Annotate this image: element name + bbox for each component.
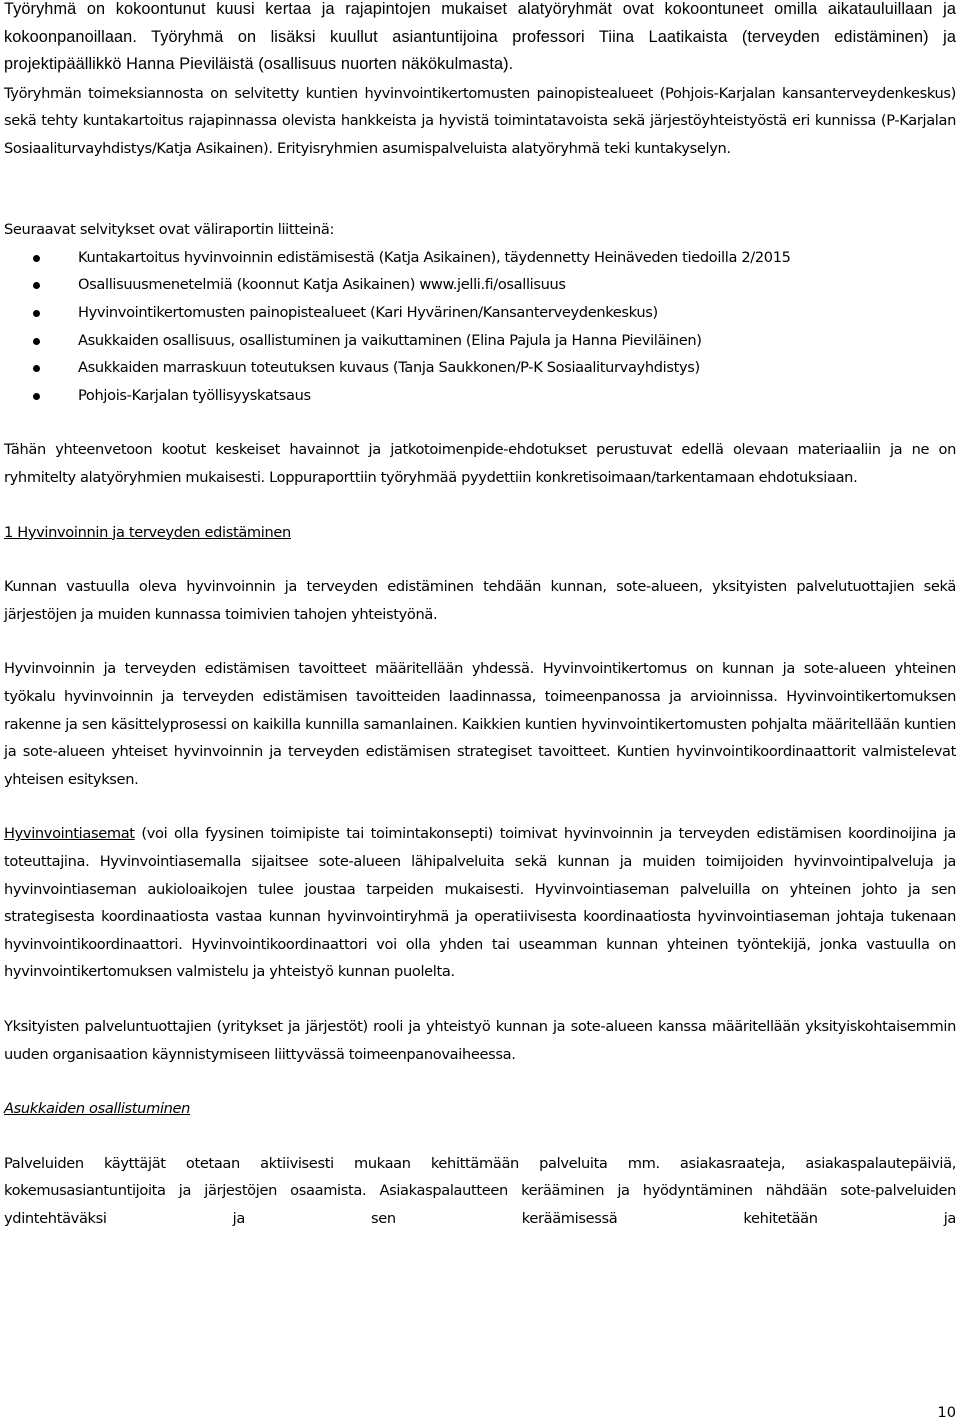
bullet-icon — [33, 255, 40, 262]
list-item — [4, 244, 956, 272]
section-heading: 1 Hyvinvoinnin ja terveyden edistäminen — [4, 523, 291, 541]
term-hyvinvointiasemat: Hyvinvointiasemat — [4, 825, 135, 843]
list-item-text: Pohjois-Karjalan työllisyyskatsaus — [78, 386, 311, 404]
bullet-icon — [33, 282, 40, 289]
list-item — [4, 382, 956, 410]
section-paragraph: Yksityisten palveluntuottajien (yritykset ja järjestöt) rooli ja yhteistyö kunnan ja sote-alueen kanssa määritellään yksityiskohtaisemmin uuden organisaation käynnistymiseen liittyvässä toimeenpanovaiheessa. — [4, 1017, 956, 1063]
list-item-text: Hyvinvointikertomusten painopistealueet (Kari Hyvärinen/Kansanterveydenkeskus) — [78, 304, 658, 322]
list-item-text: Osallisuusmenetelmiä (koonnut Katja Asikainen) www.jelli.fi/osallisuus — [78, 276, 566, 294]
bullet-icon — [33, 338, 40, 345]
subsection-heading: Asukkaiden osallistuminen — [4, 1100, 191, 1118]
list-item — [4, 327, 956, 355]
summary-paragraph: Tähän yhteenvetoon kootut keskeiset havainnot ja jatkotoimenpide-ehdotukset perustuvat edellä olevaan materiaaliin ja ne on ryhmitelty alatyöryhmien mukaisesti. Loppuraporttiin työryhmää pyydettiin konkretisoimaan/tarkentamaan ehdotuksiaan. — [4, 441, 956, 487]
bullet-icon — [33, 310, 40, 317]
page-number: 10 — [937, 1404, 956, 1421]
document-page — [4, 0, 956, 1233]
list-item — [4, 299, 956, 327]
section-paragraph: Kunnan vastuulla oleva hyvinvoinnin ja terveyden edistäminen tehdään kunnan, sote-alueen, yksityisten palvelutuottajien sekä järjestöjen ja muiden kunnassa toimivien tahojen yhteistyönä. — [4, 578, 956, 623]
list-item-text: Kuntakartoitus hyvinvoinnin edistämisestä (Katja Asikainen), täydennetty Heinäveden tiedoilla 2/2015 — [78, 248, 791, 266]
list-item-text: Asukkaiden marraskuun toteutuksen kuvaus (Tanja Saukkonen/P-K Sosiaaliturvayhdistys) — [78, 359, 700, 377]
attachments-list — [4, 244, 956, 410]
intro-paragraph: Työryhmä on kokoontunut kuusi kertaa ja rajapintojen mukaiset alatyöryhmät ovat kokoontuneet omilla aikatauluillaan ja kokoonpanoillaan. Työryhmä on lisäksi kuullut asiantuntijoina professori Tiina Laatikaista (terveyden edistäminen) ja projektipäällikkö Hanna Pieviläistä (osallisuus nuorten näkökulmasta). — [4, 0, 956, 73]
section-paragraph: Palveluiden käyttäjät otetaan aktiivisesti mukaan kehittämään palveluita mm. asiakasraateja, asiakaspalautepäiviä, kokemusasiantuntijoita ja järjestöjen osaamista. Asiakaspalautteen kerääminen ja hyödyntäminen nähdään sote-palveluiden ydintehtäväksi ja sen keräämisessä kehitetään ja — [4, 1154, 956, 1227]
paragraph-text: (voi olla fyysinen toimipiste tai toimintakonsepti) toimivat hyvinvoinnin ja terveyden edistämisen koordinoijina ja toteuttajina. Hyvinvointiasemalla sijaitsee sote-alueen lähipalveluita sekä kunnan ja muiden toimijoiden hyvinvointipalveluja ja hyvinvointiaseman aukioloaikojen tulee joustaa tarpeiden mukaisesti. Hyvinvointiaseman palveluilla on yhteinen johto ja sen strategisesta koordinaatiosta vastaa kunnan hyvinvointiryhmä ja operatiivisesta koordinaatiosta hyvinvointiaseman johtaja tukenaan hyvinvointikoordinaattori. Hyvinvointikoordinaattori voi olla yhden tai useamman kunnan yhteinen työntekijä, jonka vastuulla on hyvinvointikertomuksen valmistelu ja yhteistyö kunnan puolelta. — [4, 825, 956, 981]
mandate-paragraph: Työryhmän toimeksiannosta on selvitetty kuntien hyvinvointikertomusten painopistealueet (Pohjois-Karjalan kansanterveydenkeskus) sekä tehty kuntakartoitus rajapinnassa olevista hankkeista ja hyvistä toimintatavoista sekä järjestöyhteistyöstä eri kunnissa (P-Karjalan Sosiaaliturvayhdistys/Katja Asikainen). Erityisryhmien asumispalveluista alatyöryhmä teki kuntakyselyn. — [4, 84, 956, 157]
list-item — [4, 354, 956, 382]
attachments-intro: Seuraavat selvitykset ovat väliraportin liitteinä: — [4, 221, 335, 239]
section-paragraph: Hyvinvoinnin ja terveyden edistämisen tavoitteet määritellään yhdessä. Hyvinvointikertomus on kunnan ja sote-alueen yhteinen työkalu hyvinvoinnin ja terveyden edistämisen tavoitteiden laadinnassa, toimeenpanossa ja arvioinnissa. Hyvinvointikertomuksen rakenne ja sen käsittelyprosessi on kaikilla kunnilla samanlainen. Kaikkien kuntien hyvinvointikertomusten pohjalta määritellään kuntien ja sote-alueen yhteiset hyvinvoinnin ja terveyden edistämisen strategiset tavoitteet. Kuntien hyvinvointikoordinaattorit valmistelevat yhteisen esityksen. — [4, 660, 956, 788]
list-item — [4, 271, 956, 299]
section-paragraph — [4, 820, 956, 986]
list-item-text: Asukkaiden osallisuus, osallistuminen ja vaikuttaminen (Elina Pajula ja Hanna Pieviläinen) — [78, 331, 702, 349]
bullet-icon — [33, 393, 40, 400]
bullet-icon — [33, 365, 40, 372]
